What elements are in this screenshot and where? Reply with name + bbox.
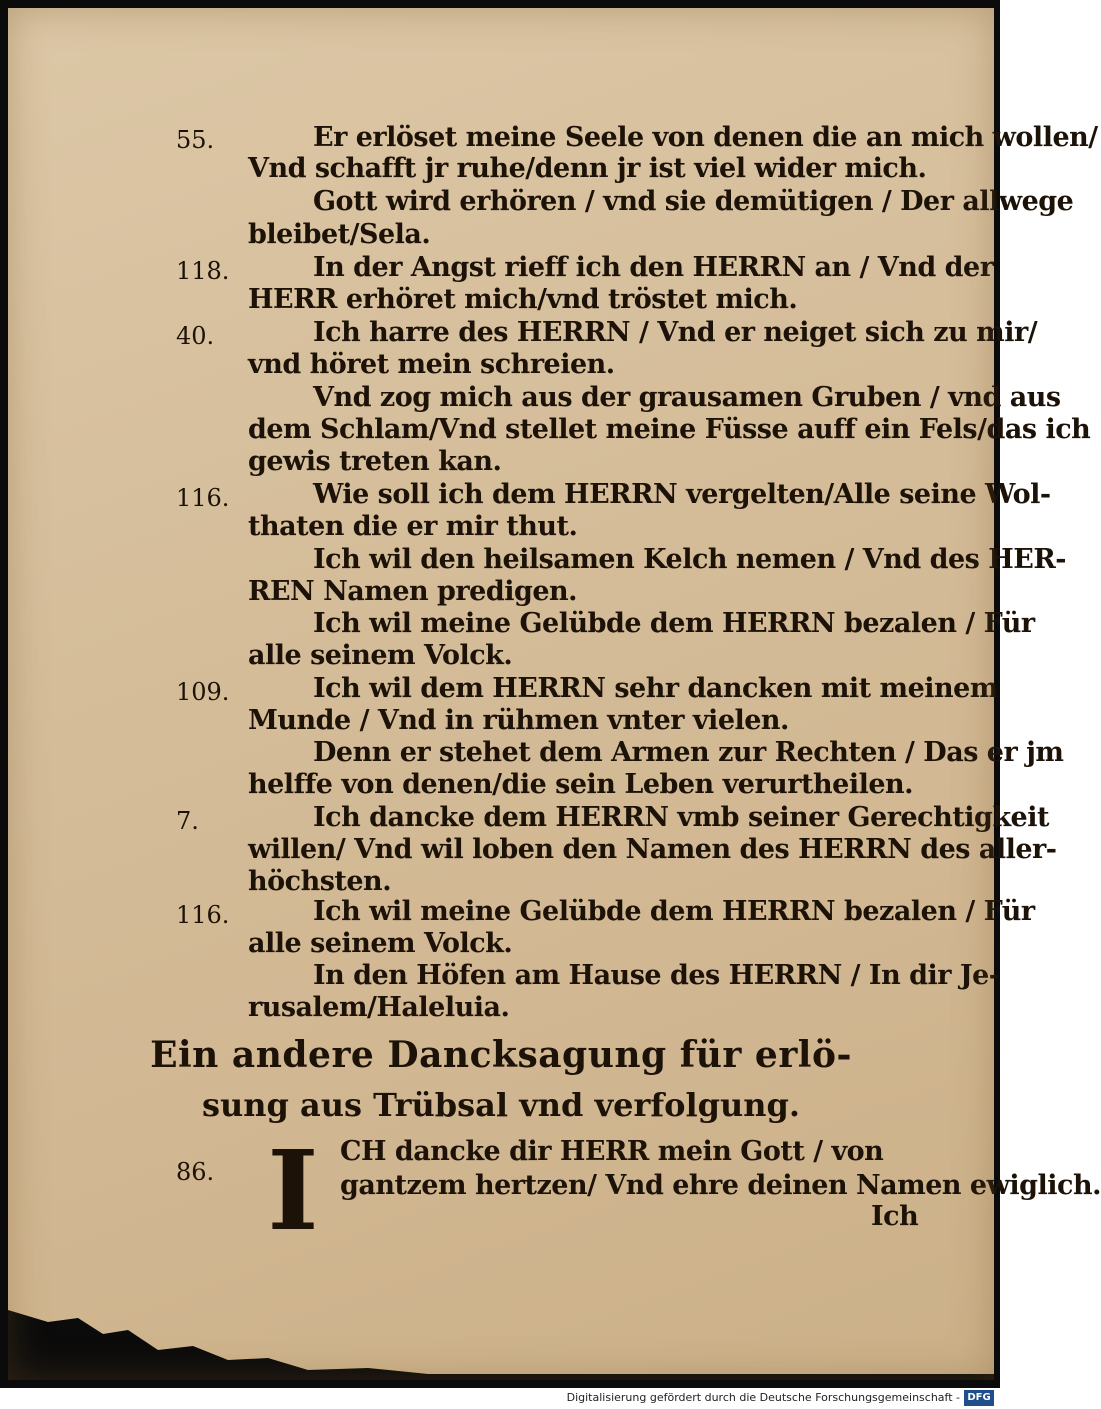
text-line: Ich dancke dem HERRN vmb seiner Gerechtigkeit: [313, 802, 1049, 833]
text-line: höchsten.: [248, 866, 392, 897]
text-line: bleibet/Sela.: [248, 219, 431, 250]
text-line: vnd höret mein schreien.: [248, 349, 615, 380]
text-line: Ich wil den heilsamen Kelch nemen / Vnd des HER-: [313, 544, 1067, 575]
verse-number: 116.: [176, 484, 230, 512]
text-line: In den Höfen am Hause des HERRN / In dir Je-: [313, 960, 1000, 991]
section-heading: Ein andere Dancksagung für erlö-: [150, 1034, 852, 1076]
text-line: alle seinem Volck.: [248, 640, 513, 671]
text-line: Ich harre des HERRN / Vnd er neiget sich zu mir/: [313, 317, 1038, 348]
text-line: alle seinem Volck.: [248, 928, 513, 959]
drop-cap-initial: I: [267, 1126, 319, 1255]
verse-number: 7.: [176, 807, 199, 835]
text-line: HERR erhöret mich/vnd tröstet mich.: [248, 284, 798, 315]
verse-number: 86.: [176, 1158, 215, 1186]
text-line: willen/ Vnd wil loben den Namen des HERRN des aller-: [248, 834, 1057, 865]
text-line: CH dancke dir HERR mein Gott / von: [340, 1136, 884, 1167]
text-line: rusalem/Haleluia.: [248, 992, 510, 1023]
torn-page-edge: [8, 1300, 994, 1380]
text-line: REN Namen predigen.: [248, 576, 578, 607]
footer-credit: Digitalisierung gefördert durch die Deutsche Forschungsgemeinschaft -: [566, 1391, 960, 1404]
text-line: In der Angst rieff ich den HERRN an / Vnd der: [313, 252, 994, 283]
text-line: dem Schlam/Vnd stellet meine Füsse auff ein Fels/das ich: [248, 414, 1091, 445]
text-line: gewis treten kan.: [248, 446, 502, 477]
text-line: Vnd schafft jr ruhe/denn jr ist viel wider mich.: [248, 153, 927, 184]
catchword: Ich: [871, 1201, 919, 1232]
book-page: [8, 8, 1101, 1380]
text-line: Ich wil meine Gelübde dem HERRN bezalen / Für: [313, 896, 1035, 927]
verse-number: 109.: [176, 678, 230, 706]
verse-number: 40.: [176, 322, 215, 350]
text-line: Er erlöset meine Seele von denen die an mich wollen/: [313, 122, 1098, 153]
text-line: Gott wird erhören / vnd sie demütigen / Der allwege: [313, 186, 1074, 217]
text-line: Ich wil meine Gelübde dem HERRN bezalen / Für: [313, 608, 1035, 639]
text-line: Denn er stehet dem Armen zur Rechten / Das er jm: [313, 737, 1064, 768]
text-line: Vnd zog mich aus der grausamen Gruben / vnd aus: [313, 382, 1061, 413]
text-line: gantzem hertzen/ Vnd ehre deinen Namen ewiglich.: [340, 1170, 1101, 1201]
text-line: Ich wil dem HERRN sehr dancken mit meinem: [313, 673, 998, 704]
text-line: Wie soll ich dem HERRN vergelten/Alle seine Wol-: [313, 479, 1051, 510]
footer-bar: [0, 1388, 1000, 1409]
section-heading: sung aus Trübsal vnd verfolgung.: [201, 1086, 801, 1124]
verse-number: 116.: [176, 901, 230, 929]
verse-number: 55.: [176, 126, 215, 154]
dfg-logo: DFG: [964, 1390, 994, 1406]
text-line: thaten die er mir thut.: [248, 511, 578, 542]
text-line: Munde / Vnd in rühmen vnter vielen.: [248, 705, 789, 736]
text-line: helffe von denen/die sein Leben verurtheilen.: [248, 769, 914, 800]
verse-number: 118.: [176, 257, 230, 285]
